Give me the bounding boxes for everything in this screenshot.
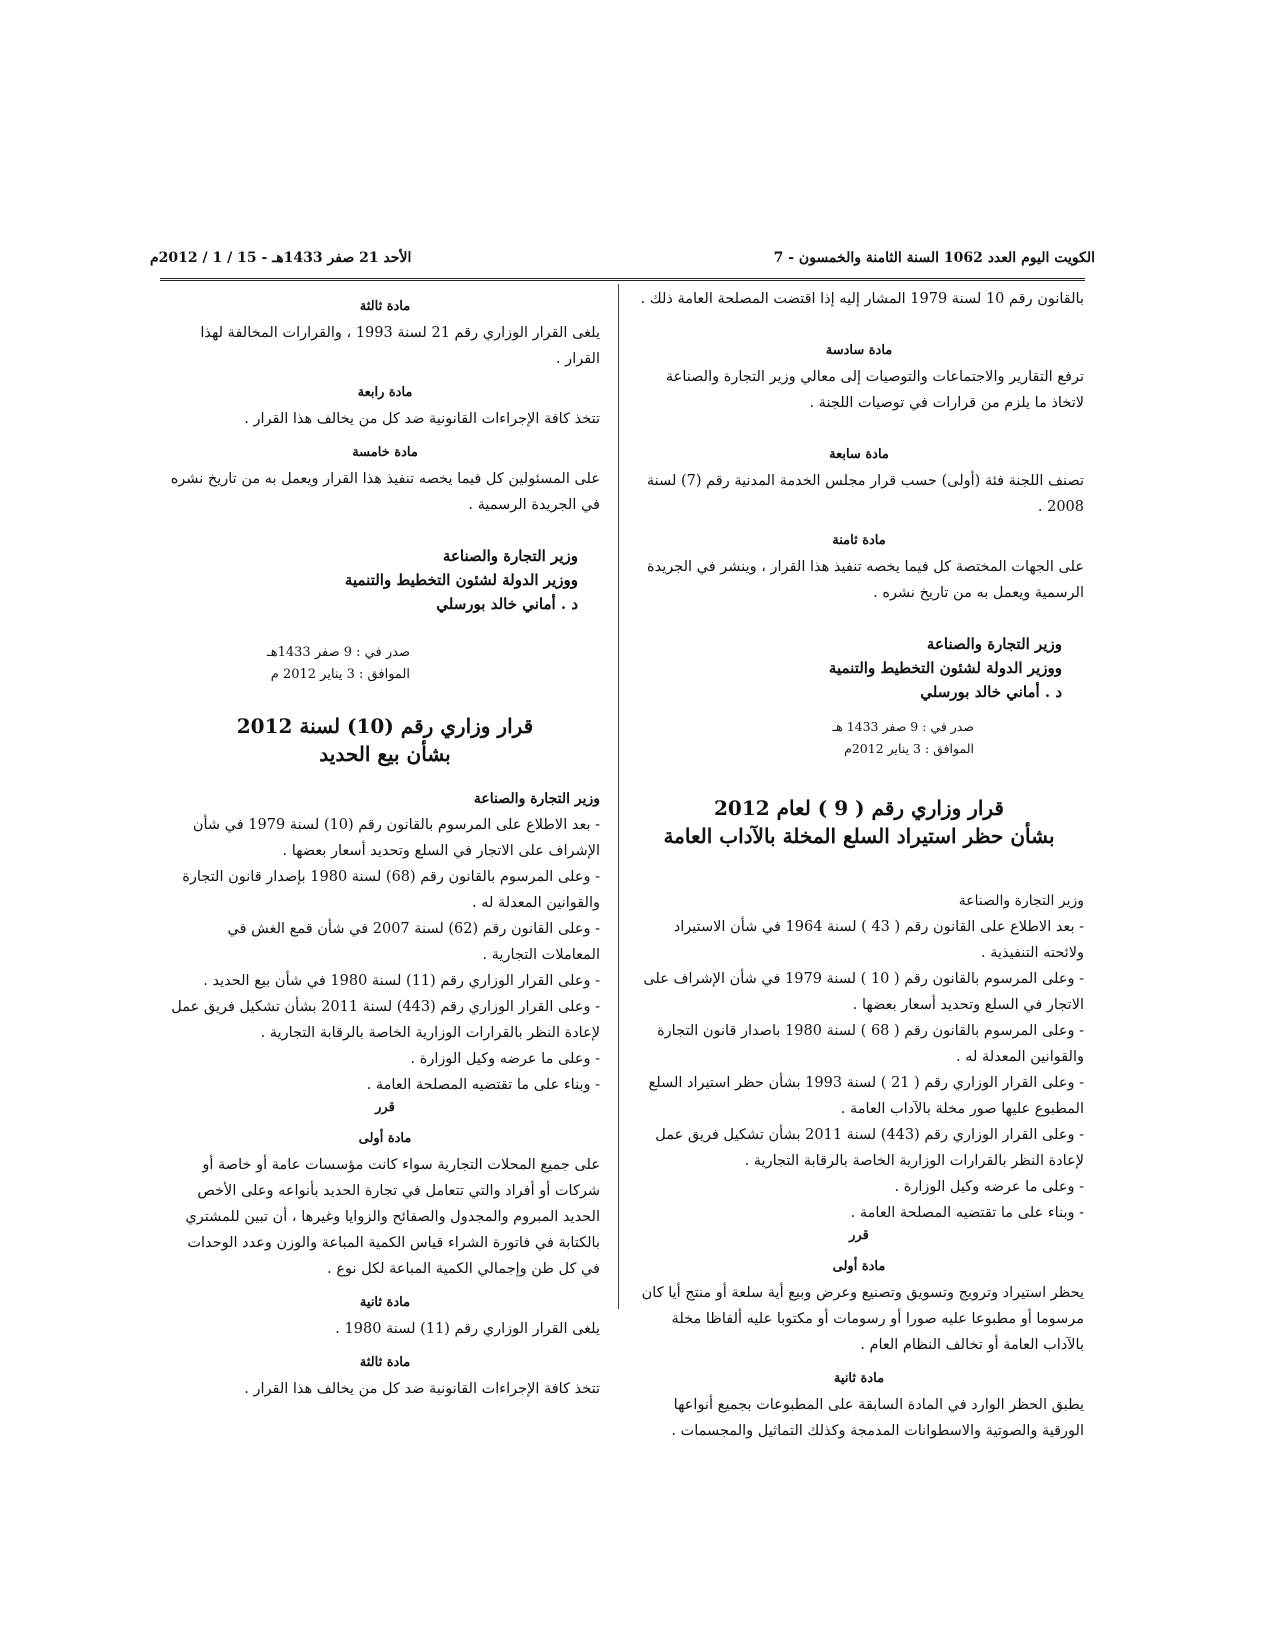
right-column xyxy=(634,286,1084,1444)
continuation-text: بالقانون رقم 10 لسنة 1979 المشار إليه إذا اقتضت المصلحة العامة ذلك . xyxy=(640,291,1084,307)
article-text: يلغى القرار الوزاري رقم 21 لسنة 1993 ، والقرارات المخالفة لهذا القرار . xyxy=(200,325,600,367)
decision-title xyxy=(634,794,1084,850)
article-title: مادة أولى xyxy=(358,1131,412,1146)
article-text: تصنف اللجنة فئة (أولى) حسب قرار مجلس الخدمة المدنية رقم (7) لسنة 2008 . xyxy=(646,473,1084,515)
article-title: مادة سابعة xyxy=(829,447,889,462)
article-title: مادة خامسة xyxy=(352,445,418,460)
left-column xyxy=(170,286,600,1402)
minister-line: وزير التجارة والصناعة xyxy=(473,791,600,807)
recital: - وعلى القرار الوزاري رقم (443) لسنة 2011 بشأن تشكيل فريق عمل لإعادة النظر بالقرارات الوزارية الخاصة بالرقابة التجارية . xyxy=(171,999,600,1041)
article-text: تتخذ كافة الإجراءات القانونية ضد كل من يخالف هذا القرار . xyxy=(244,1381,600,1397)
article-text: يطبق الحظر الوارد في المادة السابقة على المطبوعات بجميع أنواعها الورقية والصوتية والاسطوانات المدمجة وكذلك التماثيل والمجسمات . xyxy=(671,1397,1084,1439)
issue-dates xyxy=(170,642,410,686)
recital: - وعلى المرسوم بالقانون رقم ( 68 ) لسنة 1980 باصدار قانون التجارة والقوانين المعدلة له . xyxy=(657,1023,1084,1065)
date-corresponding: الموافق : 3 يناير 2012م xyxy=(844,741,974,756)
decision-number: قرار وزاري رقم ( 9 ) لعام 2012 xyxy=(713,796,1004,820)
recital: - وبناء على ما تقتضيه المصلحة العامة . xyxy=(850,1205,1084,1221)
decided-label: قرر xyxy=(375,1100,395,1115)
article-title: مادة أولى xyxy=(832,1259,886,1274)
recital: - وعلى المرسوم بالقانون رقم (68) لسنة 1980 بإصدار قانون التجارة والقوانين المعدلة له . xyxy=(182,869,600,911)
date-issued: صدر في : 9 صفر 1433هـ xyxy=(266,645,410,660)
recitals xyxy=(170,812,600,1098)
article-title: مادة رابعة xyxy=(357,385,413,400)
recital: - وعلى القرار الوزاري رقم (11) لسنة 1980 في شأن بيع الحديد . xyxy=(203,973,600,989)
decision-subject: بشأن حظر استيراد السلع المخلة بالآداب العامة xyxy=(663,824,1055,848)
article-title: مادة ثامنة xyxy=(832,533,886,548)
article-text: يلغى القرار الوزاري رقم (11) لسنة 1980 . xyxy=(335,1321,600,1337)
recital: - وعلى المرسوم بالقانون رقم ( 10 ) لسنة 1979 في شأن الإشراف على الاتجار في السلع وتحديد أسعار بعضها . xyxy=(643,971,1084,1013)
header-date: الأحد 21 صفر 1433هـ - 15 / 1 / 2012م xyxy=(150,250,412,266)
recitals xyxy=(634,914,1084,1226)
recital: - وعلى ما عرضه وكيل الوزارة . xyxy=(894,1179,1084,1195)
recital: - بعد الاطلاع على القانون رقم ( 43 ) لسنة 1964 في شأن الاستيراد ولائحته التنفيذية . xyxy=(673,919,1084,961)
article-title: مادة سادسة xyxy=(825,343,893,358)
page-header xyxy=(150,240,1095,276)
decision-title xyxy=(170,712,600,768)
article-text: على الجهات المختصة كل فيما يخصه تنفيذ هذا القرار ، وينشر في الجريدة الرسمية ويعمل به من تاريخ نشره . xyxy=(647,559,1084,601)
recital: - وعلى ما عرضه وكيل الوزارة . xyxy=(410,1051,600,1067)
signature-title: ووزير الدولة لشئون التخطيط والتنمية xyxy=(828,659,1062,677)
signature-title: وزير التجارة والصناعة xyxy=(442,547,578,565)
recital: - وبناء على ما تقتضيه المصلحة العامة . xyxy=(366,1077,600,1093)
recital: - بعد الاطلاع على المرسوم بالقانون رقم (10) لسنة 1979 في شأن الإشراف على الاتجار في السلع وتحديد أسعار بعضها . xyxy=(192,817,600,859)
recital: - وعلى القرار الوزاري رقم ( 21 ) لسنة 1993 بشأن حظر استيراد السلع المطبوع عليها صور مخلة بالآداب العامة . xyxy=(648,1075,1084,1117)
article-text: على جميع المحلات التجارية سواء كانت مؤسسات عامة أو خاصة أو شركات أو أفراد والتي تتعامل في تجارة الحديد بأنواعه وعلى الأخص الحديد المبروم والمجدول والصفائح والزوايا وغيرها ، أن تبين للمشتري بالكتابة في فاتورة الشراء قياس الكمية المباعة والوزن وعدد الوحدات في كل طن وإجمالي الكمية المباعة لكل نوع . xyxy=(185,1157,600,1277)
article-title: مادة ثالثة xyxy=(359,1355,411,1370)
date-corresponding: الموافق : 3 يناير 2012 م xyxy=(270,667,410,682)
article-text: على المسئولين كل فيما يخصه تنفيذ هذا القرار ويعمل به من تاريخ نشره في الجريدة الرسمية . xyxy=(170,471,600,513)
signature-title: وزير التجارة والصناعة xyxy=(926,635,1062,653)
column-divider xyxy=(618,284,619,1309)
signature-name: د . أماني خالد بورسلي xyxy=(920,683,1062,701)
signature-name: د . أماني خالد بورسلي xyxy=(436,595,578,613)
recital: - وعلى القانون رقم (62) لسنة 2007 في شأن قمع الغش في المعاملات التجارية . xyxy=(227,921,600,963)
signature-title: ووزير الدولة لشئون التخطيط والتنمية xyxy=(344,571,578,589)
article-text: تتخذ كافة الإجراءات القانونية ضد كل من يخالف هذا القرار . xyxy=(244,411,600,427)
issue-dates xyxy=(634,716,974,760)
date-issued: صدر في : 9 صفر 1433 هـ xyxy=(832,719,974,734)
decision-subject: بشأن بيع الحديد xyxy=(319,742,451,766)
header-issue: الكويت اليوم العدد 1062 السنة الثامنة والخمسون - 7 xyxy=(773,250,1095,266)
article-text: يحظر استيراد وترويج وتسويق وتصنيع وعرض وبيع أية سلعة أو منتج أيا كان مرسوما أو مطبوعا عليه صورا أو رسومات أو مكتوبا عليه ألفاظا مخلة بالآداب العامة أو تخالف النظام العام . xyxy=(641,1285,1084,1353)
decision-number: قرار وزاري رقم (10) لسنة 2012 xyxy=(236,714,534,738)
article-title: مادة ثالثة xyxy=(359,299,411,314)
recital: - وعلى القرار الوزاري رقم (443) لسنة 2011 بشأن تشكيل فريق عمل لإعادة النظر بالقرارات الوزارية الخاصة بالرقابة التجارية . xyxy=(655,1127,1084,1169)
decided-label: قرر xyxy=(849,1228,869,1243)
minister-line: وزير التجارة والصناعة xyxy=(958,893,1084,909)
gazette-page xyxy=(150,240,1095,1440)
header-rule xyxy=(160,278,1085,281)
article-title: مادة ثانية xyxy=(359,1295,411,1310)
article-title: مادة ثانية xyxy=(833,1371,885,1386)
article-text: ترفع التقارير والاجتماعات والتوصيات إلى معالي وزير التجارة والصناعة لاتخاذ ما يلزم من قرارات في توصيات اللجنة . xyxy=(665,369,1084,411)
